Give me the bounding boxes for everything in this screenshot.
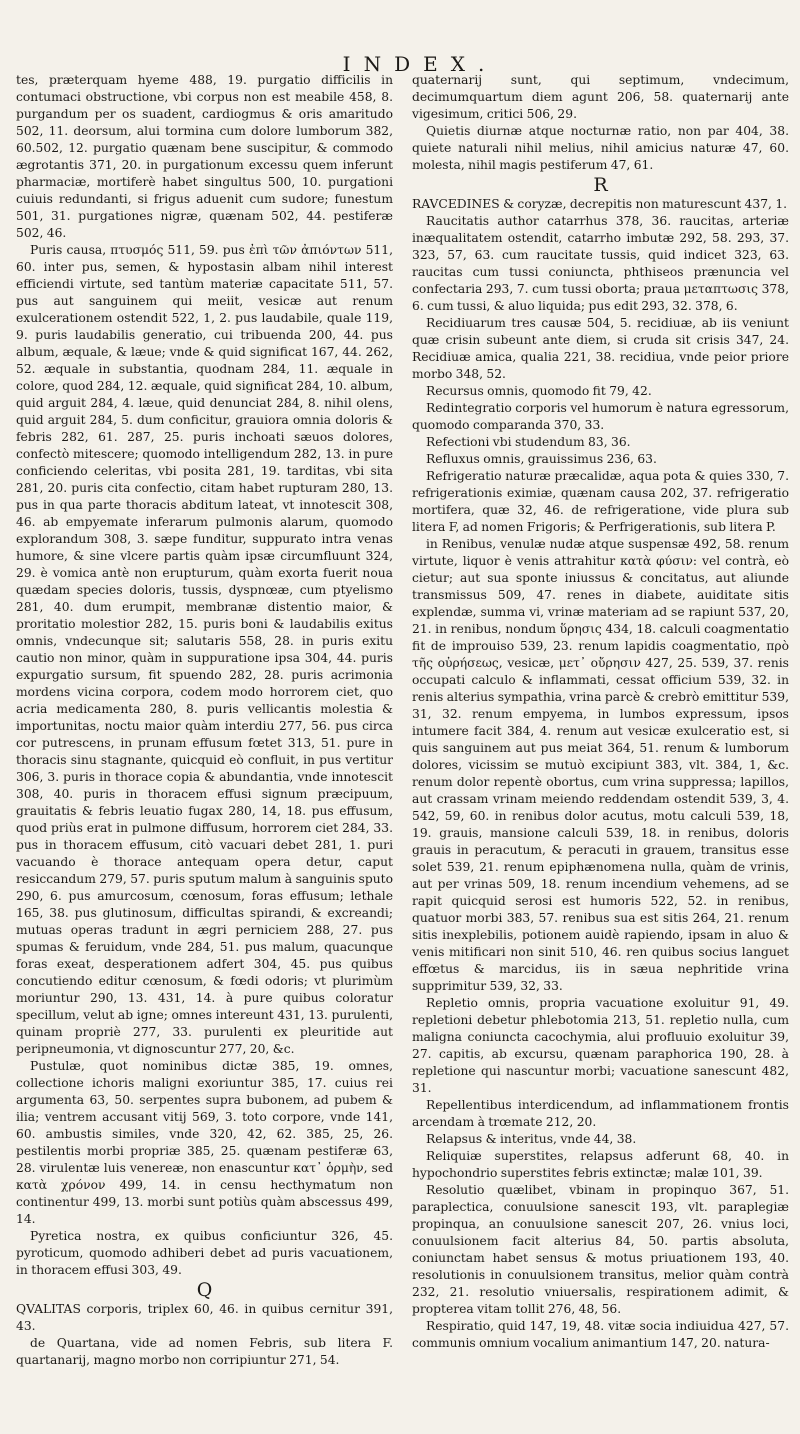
entry-redintegratio: Redintegratio corporis vel humorum è natura egressorum, quomodo comparanda 370, 33. [412, 401, 789, 432]
entry-quietis: Quietis diurnæ atque nocturnæ ratio, non par 404, 38. quiete naturali nihil melius, nihil amicius naturæ 47, 60. molesta, nihil magis pestiferum 47, 61. [412, 124, 789, 172]
entry-quartana: de Quartana, vide ad nomen Febris, sub litera F. quartanarij, magno morbo non corripiuntur 271, 54. [16, 1336, 393, 1367]
entry-purgatio: tes, præterquam hyeme 488, 19. purgatio difficilis in contumaci obstructione, vbi corpus non est meabile 458, 8. purgandum per os suadent, cardiogmus & oris amaritudo 502, 11. deorsum, alui tormina cum dolore lumborum 382, 60.502, 12. purgatio quænam bene suscipitur, & commodo ægrotantis 371, 20. in purgationum excessu quem inferunt pharmaciæ, mortiferè habet singultus 500, 10. purgationi cuiuis redundanti, si frigus aduenit cum sudore; funestum 501, 31. purgationes nigræ, quænam 502, 44. pestiferæ 502, 46. [16, 73, 393, 240]
left-column [16, 72, 393, 1369]
entry-refrigeratio: Refrigeratio naturæ præcalidæ, aqua pota & quies 330, 7. refrigerationis eximiæ, quænam causa 202, 37. refrigeratio mortifera, quæ 32, 46. de refrigeratione, vide plura sub litera F, ad nomen Frigoris; & Perfrigerationis, sub litera P. [412, 469, 789, 534]
entry-recursus: Recursus omnis, quomodo fit 79, 42. [426, 384, 652, 398]
entry-respiratio: Respiratio, quid 147, 19, 48. vitæ socia indiuidua 427, 57. communis omnium vocalium animantium 147, 20. natura- [412, 1319, 789, 1350]
entry-recidiuarum: Recidiuarum tres causæ 504, 5. recidiuæ, ab iis veniunt quæ crisin subeunt ante diem, si cruda sit crisis 347, 24. Recidiuæ amica, qualia 221, 38. recidiua, vnde peior priore morbo 348, 52. [412, 316, 789, 381]
entry-pustulae: Pustulæ, quot nominibus dictæ 385, 19. omnes, collectione ichoris maligni exoriuntur 385, 17. cuius rei argumenta 63, 50. serpentes supra bubonem, ad pubem & ilia; ventrem accusant vitij 569, 3. toto corpore, vnde 141, 60. ambustis similes, vnde 320, 42, 62. 385, 25, 26. pestilentis morbi propriæ 385, 25. quænam pestiferæ 63, 28. virulentæ luis venereæ, non enascuntur κατ᾽ ὁρμὴν, sed κατὰ χρόνον 499, 14. in censu hecthymatum non continentur 499, 13. morbi sunt potiùs quàm abscessus 499, 14. [16, 1059, 393, 1226]
entry-repellentibus: Repellentibus interdicendum, ad inflammationem frontis arcendam à trœmate 212, 20. [412, 1098, 789, 1129]
section-letter-q: Q [196, 1279, 213, 1301]
entry-refluxus: Refluxus omnis, grauissimus 236, 63. [426, 452, 657, 466]
page-title: INDEX. [342, 52, 498, 76]
entry-quaternarij: quaternarij sunt, qui septimum, vndecimum, decimumquartum diem agunt 206, 58. quaternarij ante vigesimum, critici 506, 29. [412, 73, 789, 121]
right-column [412, 72, 789, 1352]
entry-refectioni: Refectioni vbi studendum 83, 36. [426, 435, 631, 449]
entry-puris-causa: Puris causa, πτυσμός 511, 59. pus ἐπὶ τῶν ἀπιόντων 511, 60. inter pus, semen, & hypostasin albam nihil interest efficiendi virtute, sed tantùm materiæ capacitate 511, 57. pus aut sanguinem qui meiit, vesicæ aut renum exulcerationem ostendit 522, 1, 2. pus laudabile, quale 119, 9. puris laudabilis generatio, cui tribuenda 200, 44. pus album, æquale, & læue; vnde & quid significat 167, 44. 262, 52. æquale in substantia, quodnam 284, 11. æquale in colore, quod 284, 12. æquale, quid significat 284, 10. album, quid arguit 284, 4. læue, quid denunciat 284, 8. nihil olens, quid arguit 284, 5. dum conficitur, grauiora omnia doloris & febris 282, 61. 287, 25. puris inchoati sæuos dolores, confectò mitescere; quomodo intelligendum 282, 13. in pure conficiendo celeritas, vbi posita 281, 19. tarditas, vbi sita 281, 20. puris cita confectio, citam habet rupturam 280, 13. pus in qua parte thoracis abditum lateat, vt innotescit 308, 46. ab empyemate inferarum pulmonis alarum, quomodo explorandum 308, 3. sæpe funditur, suppurato intra venas humore, & sine vlcere partis quàm ipsæ circumfluunt 324, 29. è vomica antè non erupturum, quàm exorta fuerit noua quædam species doloris, tussis, dyspnœæ, cum ptyelismo 281, 40. dum erumpit, membranæ distentio maior, & proritatio molestior 282, 15. puris boni & laudabilis exitus omnis, vndecunque sit; salutaris 558, 28. in puris exitu cautio non minor, quàm in suppuratione ipsa 304, 44. puris expurgatio sursum, fit spuendo 282, 28. puris acrimonia mordens vicina corpora, codem modo horrorem ciet, quo acria medicamenta 280, 8. puris vellicantis molestia & importunitas, noctu maior quàm interdiu 277, 56. pus circa cor putrescens, in prunam effusum fœtet 313, 51. pure in thoracis sinu stagnante, quicquid eò confluit, in pus vertitur 306, 3. puris in thorace copia & abundantia, vnde innotescit 308, 40. puris in thoracem effusi signum præcipuum, grauitatis & febris leuatio fugax 280, 14, 18. pus effusum, quod priùs erat in pulmone diffusum, horrorem ciet 284, 33. pus in thoracem effusum, citò vacuari debet 281, 1. puri vacuando è thorace antequam opera detur, caput resiccandum 279, 57. puris sputum malum à sanguinis sputo 290, 6. pus amurcosum, cœnosum, foras effusum; lethale 165, 38. pus glutinosum, difficultas spirandi, & excreandi; mutuas operas tradunt in ægri perniciem 288, 27. pus spumas & feruidum, vnde 284, 51. pus malum, quacunque foras exeat, desperationem adfert 304, 45. pus quibus concutiendo editur cœnosum, & fœdi odoris; vt plurimùm moriuntur 290, 13. 431, 14. à pure quibus coloratur specillum, velut ab igne; omnes intereunt 431, 13. purulenti, quinam propriè 277, 33. purulenti ex pleuritide aut peripneumonia, vt dignoscuntur 277, 20, &c. [16, 243, 393, 1056]
entry-repletio: Repletio omnis, propria vacuatione exoluitur 91, 49. repletioni debetur phlebotomia 213, 51. repletio nulla, cum maligna coniuncta cacochymia, alui profluuio exoluitur 39, 27. capitis, ab excursu, quænam paraphorica 190, 28. à repletione qui nascuntur morbi; vacuatione sanescunt 482, 31. [412, 996, 789, 1095]
entry-pyretica: Pyretica nostra, ex quibus conficiuntur 326, 45. pyroticum, quomodo adhiberi debet ad puris vacuationem, in thoracem effusi 303, 49. [16, 1229, 393, 1277]
entry-resolutio: Resolutio quælibet, vbinam in propinquo 367, 51. paraplectica, conuulsione sanescit 193, vlt. paraplegiæ propinqua, an conuulsione sanescit 207, 26. vnius loci, conuulsionem facit alterius 84, 50. partis absoluta, coniunctam habet sensus & motus priuationem 193, 40. resolutionis in conuulsionem transitus, melior quàm contrà 232, 21. resolutio vniuersalis, respirationem adimit, & propterea vitam tollit 276, 48, 56. [412, 1183, 789, 1316]
entry-raucitatis: Raucitatis author catarrhus 378, 36. raucitas, arteriæ inæqualitatem ostendit, catarrho imbutæ 292, 58. 293, 37. 323, 57, 63. cum raucitate tussis, quid indicet 323, 63. raucitas cum tussi coniuncta, phthiseos prænuncia vel confectaria 293, 7. cum tussi oborta; praua μεταπτωσις 378, 6. cum tussi, & aluo liquida; pus edit 293, 32. 378, 6. [412, 214, 789, 313]
entry-raucedines: RAVCEDINES & coryzæ, decrepitis non maturescunt 437, 1. [412, 197, 788, 211]
entry-renibus: in Renibus, venulæ nudæ atque suspensæ 492, 58. renum virtute, liquor è venis attrahitur κατὰ φύσιν: vel contrà, eò cietur; aut sua sponte iniussus & concitatus, aut aliunde transmissus 509, 47. renes in diabete, auiditate sitis explendæ, summa vi, vrinæ materiam ad se rapiunt 537, 20, 21. in renibus, nondum ὕρησις 434, 18. calculi coagmentatio fit de improuiso 539, 23. renum lapidis coagmentatio, πρὸ τῆς οὐρήσεως, vesicæ, μετ᾽ οὔρησιν 427, 25. 539, 37. renis occupati calculo & inflammati, cessat officium 539, 32. in renis alterius sympathia, vrina parcè & crebrò emittitur 539, 31, 32. renum empyema, in lumbos expressum, ipsos intumere facit 384, 4. renum aut vesicæ exulceratio est, si quis sanguinem aut pus meiat 364, 51. renum & lumborum dolores, vicissim se mutuò excipiunt 383, vlt. 384, 1, &c. renum dolor repentè obortus, cum vrina suppressa; lapillos, aut crassam vrinam meiendo reddendam ostendit 539, 3, 4. 542, 59, 60. in renibus dolor acutus, motu calculi 539, 18, 19. grauis, mansione calculi 539, 18. in renibus, doloris grauis in peracutum, & peracuti in grauem, transitus esse solet 539, 21. renum epiphænomena nulla, quàm de vrinis, aut per vrinas 509, 18. renum incendium vehemens, ad se rapit quicquid serosi est humoris 522, 52. in renibus, quatuor morbi 383, 57. renibus sua est sitis 264, 21. renum sitis inexplebilis, potionem auidè rapiendo, ipsam in aluo & venis mitificari non sinit 510, 46. ren quibus socius languet effœtus & marcidus, iis in sæua nephritide vrina supprimitur 539, 32, 33. [412, 537, 789, 993]
entry-qualitas: QVALITAS corporis, triplex 60, 46. in quibus cernitur 391, 43. [16, 1302, 393, 1333]
entry-reliquiae: Reliquiæ superstites, relapsus adferunt 68, 40. in hypochondrio superstites febris extinctæ; malæ 101, 39. [412, 1149, 789, 1180]
section-letter-r: R [593, 174, 608, 196]
entry-relapsus: Relapsus & interitus, vnde 44, 38. [426, 1132, 637, 1146]
